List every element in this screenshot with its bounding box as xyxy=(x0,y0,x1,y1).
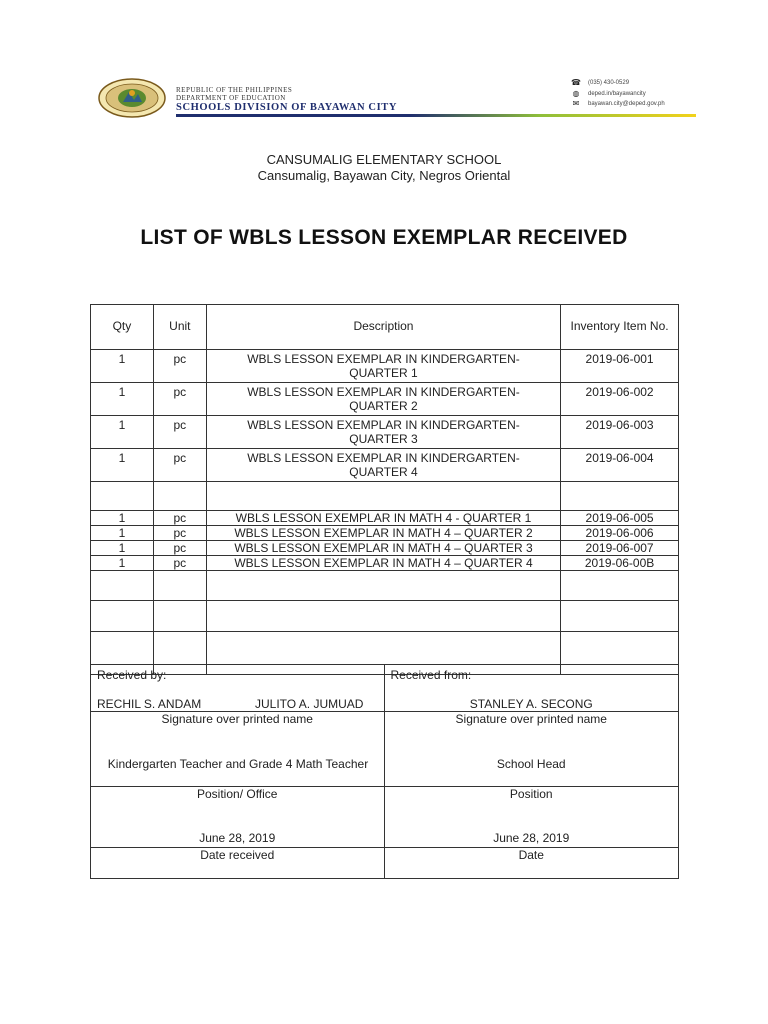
header-description: Description xyxy=(206,305,560,350)
received-from-label: Received from: xyxy=(390,668,472,682)
qty-cell: 1 xyxy=(91,511,154,526)
phone-icon: ☎ xyxy=(571,78,581,88)
receiver-signature-caption: Signature over printed name xyxy=(161,712,313,726)
table-row xyxy=(91,511,679,526)
header-item-no: Inventory Item No. xyxy=(561,305,679,350)
table-row xyxy=(91,383,679,416)
item-no-cell: 2019-06-005 xyxy=(561,511,679,526)
unit-cell xyxy=(153,601,206,632)
description-cell: WBLS LESSON EXEMPLAR IN KINDERGARTEN-QUARTER 1 xyxy=(206,350,560,383)
sender-date-caption-cell xyxy=(384,848,679,879)
qty-cell: 1 xyxy=(91,416,154,449)
unit-cell: pc xyxy=(153,350,206,383)
item-no-cell xyxy=(561,571,679,601)
unit-cell xyxy=(153,482,206,511)
item-no-cell: 2019-06-007 xyxy=(561,541,679,556)
sender-name: STANLEY A. SECONG xyxy=(469,697,593,711)
web-text: deped.in/bayawancity xyxy=(588,90,646,97)
table-row xyxy=(91,416,679,449)
qty-cell xyxy=(91,601,154,632)
division-text: SCHOOLS DIVISION OF BAYAWAN CITY xyxy=(176,102,398,113)
school-name: CANSUMALIG ELEMENTARY SCHOOL xyxy=(266,152,502,167)
item-no-cell: 2019-06-001 xyxy=(561,350,679,383)
sender-date-cell xyxy=(384,787,679,848)
unit-cell: pc xyxy=(153,383,206,416)
receiver-date-caption-cell xyxy=(91,848,385,879)
description-cell: WBLS LESSON EXEMPLAR IN MATH 4 – QUARTER 2 xyxy=(206,526,560,541)
unit-cell: pc xyxy=(153,416,206,449)
unit-cell: pc xyxy=(153,511,206,526)
signature-caption-row xyxy=(91,848,679,879)
unit-cell xyxy=(153,571,206,601)
item-no-cell: 2019-06-003 xyxy=(561,416,679,449)
document-title: LIST OF WBLS LESSON EXEMPLAR RECEIVED xyxy=(140,226,628,249)
received-from-cell xyxy=(384,665,679,712)
receiver-name-2: JULITO A. JUMUAD xyxy=(255,697,364,711)
item-no-cell xyxy=(561,482,679,511)
table-row xyxy=(91,526,679,541)
receiver-position-caption: Position/ Office xyxy=(197,787,278,801)
letterhead xyxy=(96,78,696,118)
qty-cell xyxy=(91,571,154,601)
sender-date-caption: Date xyxy=(518,848,544,862)
signature-table xyxy=(90,664,679,879)
qty-cell: 1 xyxy=(91,449,154,482)
description-cell: WBLS LESSON EXEMPLAR IN MATH 4 – QUARTER 4 xyxy=(206,556,560,571)
received-by-label: Received by: xyxy=(97,668,167,682)
mail-icon: ✉ xyxy=(572,99,580,109)
table-row-empty xyxy=(91,482,679,511)
division-seal-logo xyxy=(96,78,168,118)
header-qty: Qty xyxy=(91,305,154,350)
description-cell: WBLS LESSON EXEMPLAR IN KINDERGARTEN-QUARTER 2 xyxy=(206,383,560,416)
sender-position: School Head xyxy=(496,757,566,771)
table-row xyxy=(91,449,679,482)
unit-cell: pc xyxy=(153,526,206,541)
table-header-row xyxy=(91,305,679,350)
qty-cell: 1 xyxy=(91,541,154,556)
globe-icon: ◍ xyxy=(572,88,580,98)
sender-date: June 28, 2019 xyxy=(493,831,570,845)
receiver-date-caption: Date received xyxy=(200,848,275,862)
table-row xyxy=(91,350,679,383)
description-cell xyxy=(206,482,560,511)
signature-position-row xyxy=(91,712,679,787)
contact-block xyxy=(570,78,665,110)
qty-cell: 1 xyxy=(91,526,154,541)
letterhead-color-bar xyxy=(176,114,696,117)
receiver-name-1: RECHIL S. ANDAM xyxy=(97,697,202,711)
table-row xyxy=(91,541,679,556)
table-row xyxy=(91,556,679,571)
item-no-cell: 2019-06-006 xyxy=(561,526,679,541)
qty-cell xyxy=(91,482,154,511)
qty-cell: 1 xyxy=(91,556,154,571)
sender-position-cell xyxy=(384,712,679,787)
unit-cell: pc xyxy=(153,541,206,556)
description-cell: WBLS LESSON EXEMPLAR IN KINDERGARTEN-QUARTER 4 xyxy=(206,449,560,482)
phone-text: (035) 430-0529 xyxy=(588,80,630,86)
qty-cell: 1 xyxy=(91,383,154,416)
table-row-empty xyxy=(91,571,679,601)
signature-date-row xyxy=(91,787,679,848)
description-cell: WBLS LESSON EXEMPLAR IN KINDERGARTEN-QUARTER 3 xyxy=(206,416,560,449)
receiver-date: June 28, 2019 xyxy=(199,831,276,845)
items-table xyxy=(90,304,679,675)
header-unit: Unit xyxy=(153,305,206,350)
table-row-empty xyxy=(91,601,679,632)
qty-cell: 1 xyxy=(91,350,154,383)
sender-position-caption: Position xyxy=(509,787,553,801)
receiver-position-cell xyxy=(91,712,385,787)
school-address: Cansumalig, Bayawan City, Negros Oriental xyxy=(257,168,511,183)
description-cell xyxy=(206,571,560,601)
received-by-cell xyxy=(91,665,385,712)
unit-cell: pc xyxy=(153,556,206,571)
sender-signature-caption: Signature over printed name xyxy=(455,712,607,726)
receiver-date-cell xyxy=(91,787,385,848)
item-no-cell: 2019-06-004 xyxy=(561,449,679,482)
unit-cell: pc xyxy=(153,449,206,482)
item-no-cell: 2019-06-002 xyxy=(561,383,679,416)
republic-text: REPUBLIC OF THE PHILIPPINES xyxy=(176,86,293,94)
item-no-cell xyxy=(561,601,679,632)
description-cell xyxy=(206,601,560,632)
receiver-position: Kindergarten Teacher and Grade 4 Math Teacher xyxy=(107,757,369,771)
email-text: bayawan.city@deped.gov.ph xyxy=(588,101,665,107)
description-cell: WBLS LESSON EXEMPLAR IN MATH 4 – QUARTER 3 xyxy=(206,541,560,556)
department-text: DEPARTMENT OF EDUCATION xyxy=(176,94,286,102)
item-no-cell: 2019-06-00B xyxy=(561,556,679,571)
signature-name-row xyxy=(91,665,679,712)
description-cell: WBLS LESSON EXEMPLAR IN MATH 4 - QUARTER 1 xyxy=(206,511,560,526)
